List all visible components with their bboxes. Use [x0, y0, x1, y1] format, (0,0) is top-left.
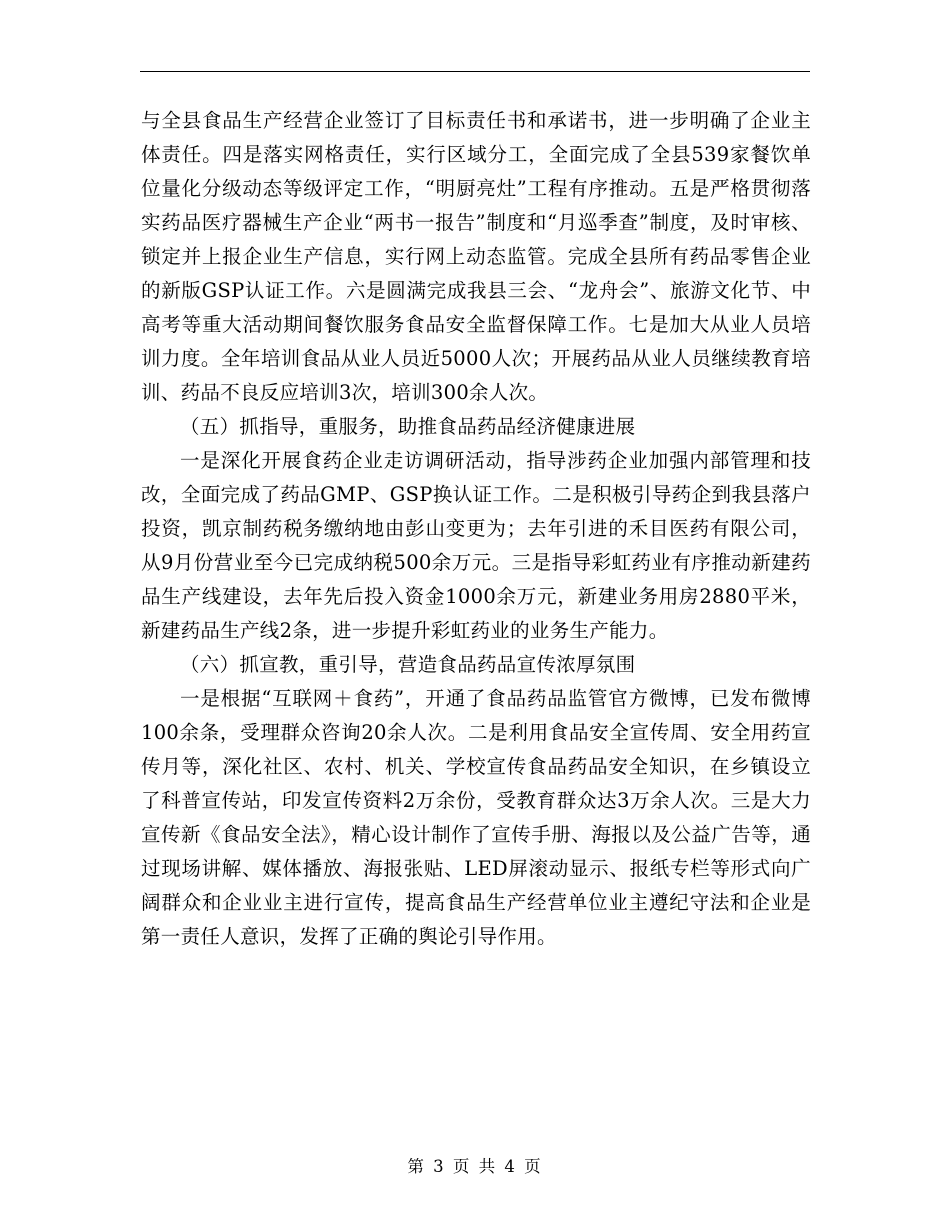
- paragraph-continuation: 与全县食品生产经营企业签订了目标责任书和承诺书，进一步明确了企业主体责任。四是落实网格责任，实行区域分工，全面完成了全县539家餐饮单位量化分级动态等级评定工作，“明厨亮灶”工程有序推动。五是严格贯彻落实药品医疗器械生产企业“两书一报告”制度和“月巡季查”制度，及时审核、锁定并上报企业生产信息，实行网上动态监管。完成全县所有药品零售企业的新版GSP认证工作。六是圆满完成我县三会、“龙舟会”、旅游文化节、中高考等重大活动期间餐饮服务食品安全监督保障工作。七是加大从业人员培训力度。全年培训食品从业人员近5000人次；开展药品从业人员继续教育培训、药品不良反应培训3次，培训300余人次。: [141, 109, 811, 404]
- paragraph-section-5: 一是深化开展食药企业走访调研活动，指导涉药企业加强内部管理和技改，全面完成了药品GMP、GSP换认证工作。二是积极引导药企到我县落户投资，凯京制药税务缴纳地由彭山变更为；去年引进的禾目医药有限公司，从9月份营业至今已完成纳税500余万元。三是指导彩虹药业有序推动新建药品生产线建设，去年先后投入资金1000余万元，新建业务用房2880平米，新建药品生产线2条，进一步提升彩虹药业的业务生产能力。: [141, 449, 811, 642]
- document-body: [141, 104, 811, 954]
- section-heading-5: （五）抓指导，重服务，助推食品药品经济健康进展: [180, 415, 636, 438]
- paragraph-section-6: 一是根据“互联网＋食药”，开通了食品药品监管官方微博，已发布微博100余条，受理群众咨询20余人次。二是利用食品安全宣传周、安全用药宣传月等，深化社区、农村、机关、学校宣传食品药品安全知识，在乡镇设立了科普宣传站，印发宣传资料2万余份，受教育群众达3万余人次。三是大力宣传新《食品安全法》，精心设计制作了宣传手册、海报以及公益广告等，通过现场讲解、媒体播放、海报张贴、LED屏滚动显示、报纸专栏等形式向广阔群众和企业业主进行宣传，提高食品生产经营单位业主遵纪守法和企业是第一责任人意识，发挥了正确的舆论引导作用。: [141, 687, 811, 948]
- section-heading-6: （六）抓宣教，重引导，营造食品药品宣传浓厚氛围: [180, 653, 636, 676]
- page-footer: 第 3 页 共 4 页: [407, 1157, 543, 1176]
- header-rule: [140, 71, 810, 72]
